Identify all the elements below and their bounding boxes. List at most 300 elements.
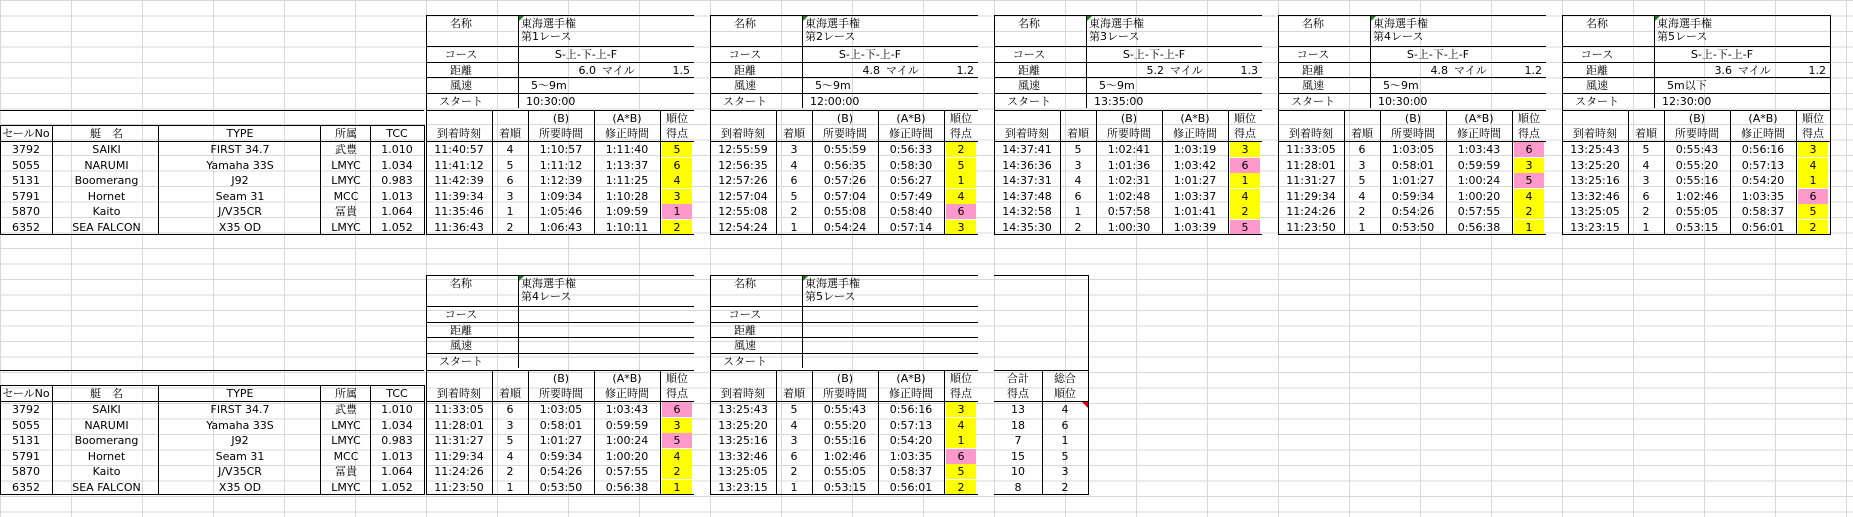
header-total[interactable]: 合計 — [1007, 371, 1029, 385]
race-points[interactable]: 5 — [946, 464, 976, 479]
arrival-time[interactable]: 13:23:15 — [1570, 220, 1620, 234]
label-course[interactable]: コース — [728, 48, 762, 61]
race-points[interactable]: 2 — [946, 142, 976, 157]
label-wind[interactable]: 風速 — [1302, 79, 1324, 92]
label-start[interactable]: スタート — [723, 354, 767, 368]
corrected-time[interactable]: 0:54:20 — [1741, 174, 1785, 187]
finish-order[interactable]: 4 — [1358, 189, 1366, 203]
arrival-time[interactable]: 13:25:05 — [1570, 205, 1620, 218]
race-subtitle[interactable]: 第4レース — [521, 290, 572, 303]
race-points[interactable]: 5 — [1230, 220, 1260, 235]
race-subtitle[interactable]: 第4レース — [1373, 30, 1424, 43]
elapsed-time[interactable]: 0:57:58 — [1107, 205, 1151, 218]
label-wind[interactable]: 風速 — [734, 79, 756, 92]
label-course[interactable]: コース — [1012, 48, 1046, 61]
corrected-time[interactable]: 1:00:20 — [605, 449, 649, 463]
corrected-time[interactable]: 0:57:13 — [1741, 158, 1785, 172]
finish-order[interactable]: 1 — [1642, 220, 1650, 234]
boat-tcc[interactable]: 1.013 — [381, 449, 413, 463]
elapsed-time[interactable]: 0:57:04 — [823, 189, 867, 203]
arrival-time[interactable]: 11:29:34 — [434, 449, 484, 463]
finish-order[interactable]: 5 — [506, 158, 514, 172]
sail-number[interactable]: 6352 — [12, 220, 40, 234]
boat-type[interactable]: Seam 31 — [215, 189, 265, 203]
race-ratio[interactable]: 1.3 — [1240, 63, 1258, 77]
elapsed-time[interactable]: 0:58:01 — [1391, 158, 1435, 172]
header-elapsed[interactable]: 所要時間 — [1107, 127, 1151, 140]
header-corrected[interactable]: 修正時間 — [889, 387, 933, 400]
overall-rank[interactable]: 1 — [1061, 434, 1069, 447]
elapsed-time[interactable]: 0:55:59 — [823, 143, 867, 156]
overall-rank[interactable]: 4 — [1061, 403, 1069, 416]
finish-order[interactable]: 1 — [506, 480, 514, 494]
header-arrival[interactable]: 到着時刻 — [1005, 127, 1049, 140]
header-type[interactable]: TYPE — [226, 127, 254, 140]
header-elapsed[interactable]: 所要時間 — [823, 387, 867, 400]
race-points[interactable]: 6 — [662, 402, 692, 417]
label-distance[interactable]: 距離 — [1302, 63, 1324, 77]
overall-rank[interactable]: 6 — [1061, 418, 1069, 432]
finish-order[interactable]: 4 — [506, 449, 514, 463]
corrected-time[interactable]: 1:03:43 — [605, 403, 649, 416]
label-start[interactable]: スタート — [1575, 94, 1619, 108]
arrival-time[interactable]: 12:55:59 — [718, 143, 768, 156]
race-title[interactable]: 東海選手権 — [521, 277, 576, 290]
corrected-time[interactable]: 1:01:27 — [1173, 174, 1217, 187]
finish-order[interactable]: 5 — [790, 403, 798, 416]
boat-club[interactable]: MCC — [333, 189, 359, 203]
corrected-time[interactable]: 1:00:24 — [1457, 174, 1501, 187]
race-wind[interactable]: 5〜9m — [531, 79, 567, 92]
boat-name[interactable]: Kaito — [92, 465, 121, 478]
race-points[interactable]: 4 — [662, 449, 692, 464]
elapsed-time[interactable]: 0:54:24 — [823, 220, 867, 234]
header-boat-name[interactable]: 艇 名 — [90, 387, 123, 400]
header-points[interactable]: 得点 — [666, 127, 688, 140]
finish-order[interactable]: 2 — [1642, 205, 1650, 218]
arrival-time[interactable]: 13:23:15 — [718, 480, 768, 494]
finish-order[interactable]: 5 — [1358, 174, 1366, 187]
corrected-time[interactable]: 1:01:41 — [1173, 205, 1217, 218]
race-wind[interactable]: 5〜9m — [1099, 79, 1135, 92]
corrected-time[interactable]: 1:03:35 — [1741, 189, 1785, 203]
sail-number[interactable]: 5870 — [12, 465, 40, 478]
race-title[interactable]: 東海選手権 — [1373, 17, 1428, 30]
header-overall-rank[interactable]: 順位 — [1054, 387, 1076, 400]
arrival-time[interactable]: 11:24:26 — [1286, 205, 1336, 218]
header-rank[interactable]: 順位 — [666, 111, 688, 125]
boat-tcc[interactable]: 0.983 — [381, 434, 413, 447]
arrival-time[interactable]: 11:29:34 — [1286, 189, 1336, 203]
corrected-time[interactable]: 1:03:39 — [1173, 220, 1217, 234]
finish-order[interactable]: 6 — [1642, 189, 1650, 203]
sail-number[interactable]: 5055 — [12, 158, 40, 172]
race-points[interactable]: 1 — [1798, 173, 1828, 188]
finish-order[interactable]: 3 — [1642, 174, 1650, 187]
race-subtitle[interactable]: 第1レース — [521, 30, 572, 43]
label-distance[interactable]: 距離 — [734, 63, 756, 77]
header-ab[interactable]: (A*B) — [896, 111, 926, 125]
corrected-time[interactable]: 1:11:40 — [605, 143, 649, 156]
elapsed-time[interactable]: 1:02:48 — [1107, 189, 1151, 203]
sail-number[interactable]: 5870 — [12, 205, 40, 218]
finish-order[interactable]: 1 — [1074, 205, 1082, 218]
header-finish-order[interactable]: 着順 — [499, 387, 521, 400]
race-points[interactable]: 1 — [1230, 173, 1260, 188]
arrival-time[interactable]: 13:25:43 — [1570, 143, 1620, 156]
total-points[interactable]: 10 — [1011, 465, 1025, 478]
sail-number[interactable]: 6352 — [12, 480, 40, 494]
race-start-time[interactable]: 10:30:00 — [526, 94, 576, 108]
race-points[interactable]: 5 — [1798, 204, 1828, 219]
race-course[interactable]: S-上-下-上-F — [1122, 48, 1186, 61]
total-points[interactable]: 18 — [1011, 418, 1025, 432]
race-points[interactable]: 6 — [946, 204, 976, 219]
header-ab[interactable]: (A*B) — [1180, 111, 1210, 125]
corrected-time[interactable]: 1:03:42 — [1173, 158, 1217, 172]
boat-type[interactable]: J/V35CR — [218, 465, 262, 478]
header-elapsed[interactable]: 所要時間 — [539, 127, 583, 140]
finish-order[interactable]: 3 — [506, 189, 514, 203]
arrival-time[interactable]: 11:24:26 — [434, 465, 484, 478]
arrival-time[interactable]: 11:28:01 — [1286, 158, 1336, 172]
arrival-time[interactable]: 12:54:24 — [718, 220, 768, 234]
elapsed-time[interactable]: 1:12:39 — [539, 174, 583, 187]
header-corrected[interactable]: 修正時間 — [1741, 127, 1785, 140]
header-sail-no[interactable]: セールNo — [2, 127, 50, 140]
boat-tcc[interactable]: 1.010 — [381, 403, 413, 416]
boat-tcc[interactable]: 0.983 — [381, 174, 413, 187]
corrected-time[interactable]: 1:00:20 — [1457, 189, 1501, 203]
corrected-time[interactable]: 1:00:24 — [605, 434, 649, 447]
header-corrected[interactable]: 修正時間 — [605, 387, 649, 400]
header-finish-order[interactable]: 着順 — [783, 387, 805, 400]
race-points[interactable]: 2 — [662, 220, 692, 235]
race-title[interactable]: 東海選手権 — [1657, 17, 1712, 30]
race-subtitle[interactable]: 第2レース — [805, 30, 856, 43]
elapsed-time[interactable]: 0:54:26 — [1391, 205, 1435, 218]
corrected-time[interactable]: 1:13:37 — [605, 158, 649, 172]
comment-indicator-icon[interactable] — [1082, 402, 1088, 408]
race-subtitle[interactable]: 第5レース — [1657, 30, 1708, 43]
race-distance[interactable]: 4.8 — [1430, 63, 1448, 77]
arrival-time[interactable]: 14:32:58 — [1002, 205, 1052, 218]
race-subtitle[interactable]: 第3レース — [1089, 30, 1140, 43]
boat-type[interactable]: J92 — [231, 174, 249, 187]
arrival-time[interactable]: 13:32:46 — [718, 449, 768, 463]
header-arrival[interactable]: 到着時刻 — [1289, 127, 1333, 140]
race-points[interactable]: 6 — [1230, 158, 1260, 173]
finish-order[interactable]: 6 — [506, 403, 514, 416]
label-distance[interactable]: 距離 — [1018, 63, 1040, 77]
label-distance[interactable]: 距離 — [450, 63, 472, 77]
finish-order[interactable]: 1 — [790, 220, 798, 234]
elapsed-time[interactable]: 0:55:08 — [823, 205, 867, 218]
corrected-time[interactable]: 0:58:40 — [889, 205, 933, 218]
race-start-time[interactable]: 12:00:00 — [810, 94, 860, 108]
corrected-time[interactable]: 0:56:01 — [1741, 220, 1785, 234]
finish-order[interactable]: 2 — [1358, 205, 1366, 218]
arrival-time[interactable]: 11:31:27 — [434, 434, 484, 447]
race-points[interactable]: 5 — [662, 142, 692, 157]
elapsed-time[interactable]: 1:10:57 — [539, 143, 583, 156]
header-sail-no[interactable]: セールNo — [2, 387, 50, 400]
elapsed-time[interactable]: 1:02:41 — [1107, 143, 1151, 156]
corrected-time[interactable]: 1:03:37 — [1173, 189, 1217, 203]
race-points[interactable]: 6 — [1514, 142, 1544, 157]
race-wind[interactable]: 5m以下 — [1667, 79, 1707, 92]
arrival-time[interactable]: 12:57:04 — [718, 189, 768, 203]
header-club[interactable]: 所属 — [335, 127, 357, 140]
header-rank[interactable]: 順位 — [666, 371, 688, 385]
label-name[interactable]: 名称 — [450, 17, 472, 30]
arrival-time[interactable]: 11:36:43 — [434, 220, 484, 234]
race-ratio[interactable]: 1.2 — [956, 63, 974, 77]
arrival-time[interactable]: 13:25:16 — [718, 434, 768, 447]
label-wind[interactable]: 風速 — [450, 339, 472, 352]
arrival-time[interactable]: 11:31:27 — [1286, 174, 1336, 187]
elapsed-time[interactable]: 1:01:36 — [1107, 158, 1151, 172]
header-arrival[interactable]: 到着時刻 — [437, 387, 481, 400]
header-tcc[interactable]: TCC — [386, 127, 408, 140]
header-points[interactable]: 得点 — [1234, 127, 1256, 140]
header-b[interactable]: (B) — [1120, 111, 1138, 125]
elapsed-time[interactable]: 0:53:50 — [1391, 220, 1435, 234]
race-course[interactable]: S-上-下-上-F — [554, 48, 618, 61]
boat-club[interactable]: LMYC — [331, 480, 361, 494]
header-arrival[interactable]: 到着時刻 — [437, 127, 481, 140]
elapsed-time[interactable]: 0:55:20 — [1675, 158, 1719, 172]
finish-order[interactable]: 4 — [506, 143, 514, 156]
header-ab[interactable]: (A*B) — [896, 371, 926, 385]
race-points[interactable]: 1 — [662, 204, 692, 219]
finish-order[interactable]: 2 — [790, 465, 798, 478]
arrival-time[interactable]: 13:25:43 — [718, 403, 768, 416]
arrival-time[interactable]: 11:35:46 — [434, 205, 484, 218]
header-ab[interactable]: (A*B) — [612, 111, 642, 125]
elapsed-time[interactable]: 1:02:31 — [1107, 174, 1151, 187]
race-points[interactable]: 1 — [1514, 220, 1544, 235]
header-b[interactable]: (B) — [1404, 111, 1422, 125]
boat-club[interactable]: LMYC — [331, 434, 361, 447]
overall-rank[interactable]: 5 — [1061, 449, 1069, 463]
corrected-time[interactable]: 0:57:55 — [1457, 205, 1501, 218]
boat-club[interactable]: LMYC — [331, 158, 361, 172]
arrival-time[interactable]: 11:41:12 — [434, 158, 484, 172]
boat-name[interactable]: SAIKI — [92, 403, 121, 416]
label-start[interactable]: スタート — [1291, 94, 1335, 108]
elapsed-time[interactable]: 0:55:05 — [1675, 205, 1719, 218]
arrival-time[interactable]: 12:55:08 — [718, 205, 768, 218]
boat-tcc[interactable]: 1.052 — [381, 480, 413, 494]
boat-club[interactable]: MCC — [333, 449, 359, 463]
boat-tcc[interactable]: 1.013 — [381, 189, 413, 203]
boat-name[interactable]: Kaito — [92, 205, 121, 218]
boat-name[interactable]: Boomerang — [74, 434, 139, 447]
boat-name[interactable]: SEA FALCON — [72, 220, 141, 234]
corrected-time[interactable]: 0:58:37 — [889, 465, 933, 478]
header-rank[interactable]: 順位 — [1234, 111, 1256, 125]
label-course[interactable]: コース — [1296, 48, 1330, 61]
arrival-time[interactable]: 13:25:05 — [718, 465, 768, 478]
arrival-time[interactable]: 14:37:41 — [1002, 143, 1052, 156]
boat-club[interactable]: 武豊 — [335, 143, 357, 156]
race-distance-unit[interactable]: マイル — [1738, 63, 1771, 77]
race-points[interactable]: 2 — [1514, 204, 1544, 219]
arrival-time[interactable]: 14:36:36 — [1002, 158, 1052, 172]
finish-order[interactable]: 2 — [506, 465, 514, 478]
race-points[interactable]: 1 — [946, 433, 976, 448]
boat-name[interactable]: SEA FALCON — [72, 480, 141, 494]
elapsed-time[interactable]: 0:59:34 — [1391, 189, 1435, 203]
arrival-time[interactable]: 14:37:48 — [1002, 189, 1052, 203]
corrected-time[interactable]: 1:10:11 — [605, 220, 649, 234]
race-distance[interactable]: 5.2 — [1146, 63, 1164, 77]
boat-tcc[interactable]: 1.034 — [381, 158, 413, 172]
label-distance[interactable]: 距離 — [734, 323, 756, 337]
boat-name[interactable]: SAIKI — [92, 143, 121, 156]
elapsed-time[interactable]: 1:03:05 — [539, 403, 583, 416]
overall-rank[interactable]: 3 — [1061, 465, 1069, 478]
boat-type[interactable]: Yamaha 33S — [206, 418, 274, 432]
header-elapsed[interactable]: 所要時間 — [539, 387, 583, 400]
finish-order[interactable]: 4 — [1074, 174, 1082, 187]
arrival-time[interactable]: 11:33:05 — [1286, 143, 1336, 156]
header-arrival[interactable]: 到着時刻 — [721, 387, 765, 400]
boat-club[interactable]: LMYC — [331, 174, 361, 187]
elapsed-time[interactable]: 0:53:15 — [823, 480, 867, 494]
race-subtitle[interactable]: 第5レース — [805, 290, 856, 303]
race-ratio[interactable]: 1.2 — [1524, 63, 1542, 77]
arrival-time[interactable]: 14:37:31 — [1002, 174, 1052, 187]
header-points[interactable]: 得点 — [666, 387, 688, 400]
header-rank[interactable]: 順位 — [950, 111, 972, 125]
label-course[interactable]: コース — [444, 308, 478, 321]
sail-number[interactable]: 5791 — [12, 189, 40, 203]
finish-order[interactable]: 6 — [1358, 143, 1366, 156]
elapsed-time[interactable]: 0:53:15 — [1675, 220, 1719, 234]
race-points[interactable]: 1 — [662, 480, 692, 495]
header-corrected[interactable]: 修正時間 — [1457, 127, 1501, 140]
arrival-time[interactable]: 12:56:35 — [718, 158, 768, 172]
label-start[interactable]: スタート — [1007, 94, 1051, 108]
race-ratio[interactable]: 1.2 — [1808, 63, 1826, 77]
header-points[interactable]: 得点 — [1518, 127, 1540, 140]
race-distance[interactable]: 4.8 — [862, 63, 880, 77]
header-ab[interactable]: (A*B) — [1748, 111, 1778, 125]
race-points[interactable]: 2 — [946, 480, 976, 495]
corrected-time[interactable]: 1:03:43 — [1457, 143, 1501, 156]
arrival-time[interactable]: 13:25:16 — [1570, 174, 1620, 187]
header-finish-order[interactable]: 着順 — [783, 127, 805, 140]
elapsed-time[interactable]: 1:01:27 — [1391, 174, 1435, 187]
corrected-time[interactable]: 0:57:14 — [889, 220, 933, 234]
finish-order[interactable]: 6 — [790, 449, 798, 463]
header-total-points[interactable]: 得点 — [1007, 387, 1029, 400]
arrival-time[interactable]: 11:23:50 — [434, 480, 484, 494]
boat-tcc[interactable]: 1.064 — [381, 205, 413, 218]
race-start-time[interactable]: 10:30:00 — [1378, 94, 1428, 108]
finish-order[interactable]: 5 — [790, 189, 798, 203]
header-elapsed[interactable]: 所要時間 — [1675, 127, 1719, 140]
boat-tcc[interactable]: 1.034 — [381, 418, 413, 432]
finish-order[interactable]: 3 — [1358, 158, 1366, 172]
header-finish-order[interactable]: 着順 — [1635, 127, 1657, 140]
header-elapsed[interactable]: 所要時間 — [823, 127, 867, 140]
race-wind[interactable]: 5〜9m — [1383, 79, 1419, 92]
sail-number[interactable]: 5131 — [12, 174, 40, 187]
arrival-time[interactable]: 11:28:01 — [434, 418, 484, 432]
header-b[interactable]: (B) — [1688, 111, 1706, 125]
arrival-time[interactable]: 11:42:39 — [434, 174, 484, 187]
elapsed-time[interactable]: 0:58:01 — [539, 418, 583, 432]
header-type[interactable]: TYPE — [226, 387, 254, 400]
race-distance-unit[interactable]: マイル — [886, 63, 919, 77]
race-points[interactable]: 1 — [946, 173, 976, 188]
corrected-time[interactable]: 0:56:38 — [605, 480, 649, 494]
boat-club[interactable]: LMYC — [331, 220, 361, 234]
label-name[interactable]: 名称 — [734, 277, 756, 290]
corrected-time[interactable]: 0:54:20 — [889, 434, 933, 447]
header-elapsed[interactable]: 所要時間 — [1391, 127, 1435, 140]
corrected-time[interactable]: 0:56:38 — [1457, 220, 1501, 234]
total-points[interactable]: 7 — [1014, 434, 1022, 447]
race-points[interactable]: 3 — [1798, 142, 1828, 157]
race-distance-unit[interactable]: マイル — [602, 63, 635, 77]
boat-club[interactable]: 冨貴 — [335, 465, 357, 478]
race-points[interactable]: 2 — [1230, 204, 1260, 219]
arrival-time[interactable]: 13:25:20 — [718, 418, 768, 432]
total-points[interactable]: 8 — [1014, 480, 1022, 494]
race-points[interactable]: 3 — [946, 220, 976, 235]
finish-order[interactable]: 5 — [1642, 143, 1650, 156]
elapsed-time[interactable]: 0:59:34 — [539, 449, 583, 463]
boat-type[interactable]: Seam 31 — [215, 449, 265, 463]
corrected-time[interactable]: 0:56:27 — [889, 174, 933, 187]
boat-name[interactable]: Hornet — [87, 449, 126, 463]
finish-order[interactable]: 4 — [790, 158, 798, 172]
race-points[interactable]: 4 — [946, 189, 976, 204]
elapsed-time[interactable]: 0:57:26 — [823, 174, 867, 187]
boat-type[interactable]: Yamaha 33S — [206, 158, 274, 172]
race-distance[interactable]: 6.0 — [578, 63, 596, 77]
race-distance[interactable]: 3.6 — [1714, 63, 1732, 77]
finish-order[interactable]: 3 — [1074, 158, 1082, 172]
arrival-time[interactable]: 11:33:05 — [434, 403, 484, 416]
elapsed-time[interactable]: 1:02:46 — [1675, 189, 1719, 203]
elapsed-time[interactable]: 0:54:26 — [539, 465, 583, 478]
elapsed-time[interactable]: 0:56:35 — [823, 158, 867, 172]
corrected-time[interactable]: 0:56:01 — [889, 480, 933, 494]
race-points[interactable]: 5 — [662, 433, 692, 448]
elapsed-time[interactable]: 1:03:05 — [1391, 143, 1435, 156]
header-boat-name[interactable]: 艇 名 — [90, 127, 123, 140]
race-course[interactable]: S-上-下-上-F — [1406, 48, 1470, 61]
elapsed-time[interactable]: 0:55:20 — [823, 418, 867, 432]
corrected-time[interactable]: 0:58:30 — [889, 158, 933, 172]
header-arrival[interactable]: 到着時刻 — [1573, 127, 1617, 140]
header-points[interactable]: 得点 — [950, 387, 972, 400]
elapsed-time[interactable]: 0:55:05 — [823, 465, 867, 478]
boat-tcc[interactable]: 1.052 — [381, 220, 413, 234]
boat-name[interactable]: Boomerang — [74, 174, 139, 187]
boat-tcc[interactable]: 1.064 — [381, 465, 413, 478]
sail-number[interactable]: 3792 — [12, 143, 40, 156]
finish-order[interactable]: 3 — [790, 143, 798, 156]
elapsed-time[interactable]: 0:55:16 — [1675, 174, 1719, 187]
race-title[interactable]: 東海選手権 — [521, 17, 576, 30]
corrected-time[interactable]: 0:56:16 — [889, 403, 933, 416]
